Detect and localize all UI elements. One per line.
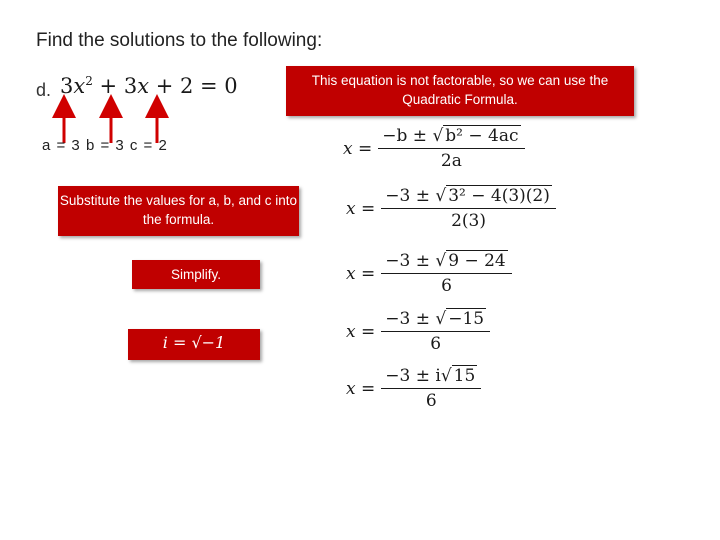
step-lhs: x = — [346, 198, 376, 219]
step-radicand: b² − 4ac — [445, 126, 519, 146]
step-numerator: −3 ± i — [385, 366, 441, 386]
step-numerator: −3 ± — [385, 251, 436, 271]
step-radicand: 15 — [453, 366, 476, 386]
step-lhs: x = — [346, 321, 376, 342]
step-numerator: −b ± — [382, 126, 433, 146]
step-negative-radicand: x = $\frac{-3 \pm √ -15}{6}$ — [346, 309, 490, 354]
step-simplified: x = $\frac{-3 \pm √ 9 - 24}{6}$ — [346, 251, 512, 296]
step-radicand: 3² − 4(3)(2) — [448, 186, 550, 206]
step-final-answer: x = $\frac{-3 \pm i√ 15}{6}$ — [346, 366, 481, 411]
step-numerator: −3 ± — [385, 309, 436, 329]
step-lhs: x = — [343, 138, 373, 159]
step-radicand: −15 — [448, 309, 485, 329]
callout-imaginary-unit: i = √−1 — [128, 329, 260, 360]
step-lhs: x = — [346, 263, 376, 284]
step-denominator: 2a — [378, 148, 524, 171]
step-radicand: 9 − 24 — [448, 251, 506, 271]
step-substituted: x = $\frac{\text{−3 ± √ 3² − 4(3)(2)}}{2(3)}$ — [346, 186, 556, 231]
slide-title: Find the solutions to the following: — [36, 30, 323, 51]
equation-a-term: 3 — [60, 74, 74, 98]
step-numerator: −3 ± — [385, 186, 436, 206]
callout-simplify: Simplify. — [132, 260, 260, 289]
step-denominator: 6 — [381, 388, 481, 411]
problem-equation: $3x^2 + 3x + 2 = 0$ — [60, 74, 238, 98]
step-denominator: 2(3) — [381, 208, 556, 231]
equation-b-term: + 3 — [99, 74, 138, 98]
problem-label: d. — [36, 80, 52, 100]
equation-c-term: + 2 = 0 — [155, 74, 238, 98]
step-lhs: x = — [346, 378, 376, 399]
callout-not-factorable: This equation is not factorable, so we can use the Quadratic Formula. — [286, 66, 634, 116]
step-denominator: 6 — [381, 331, 490, 354]
step-quadratic-formula: x = $\frac{\text{−b ± √ b² − 4ac}}{2a}$ — [343, 126, 525, 171]
callout-substitute: Substitute the values for a, b, and c into the formula. — [58, 186, 299, 236]
step-denominator: 6 — [381, 273, 511, 296]
coefficient-values: a = 3 b = 3 c = 2 — [42, 137, 167, 154]
